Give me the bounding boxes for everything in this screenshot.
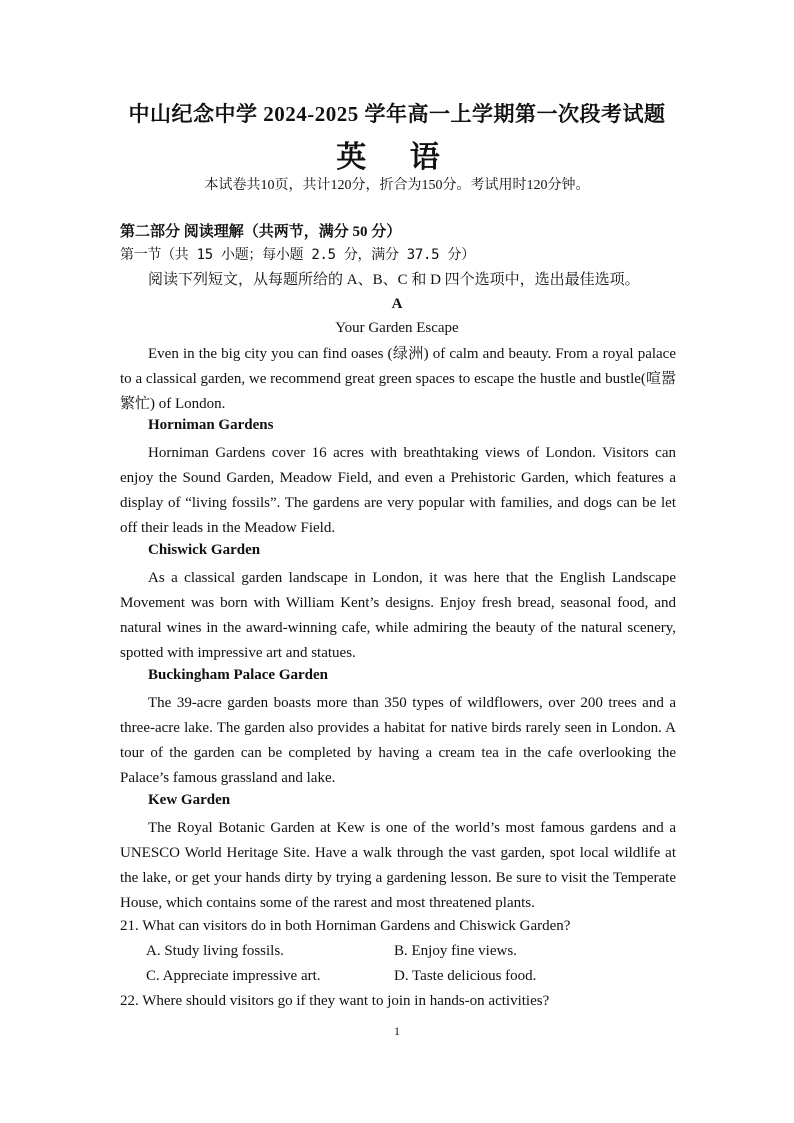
passage-title: Your Garden Escape bbox=[335, 320, 459, 336]
subject-title: 英 语 bbox=[336, 141, 458, 174]
garden-text-kew: The Royal Botanic Garden at Kew is one of the world’s most famous gardens and a UNESCO World Heritage Site. Have a walk through the vast garden, spot local wildlife at the lake, or get your hands dirty by trying a gardening lesson. Be sure to visit the Temperate House, which contains some of the rarest and most threatened plants. bbox=[120, 820, 676, 911]
garden-heading-chiswick: Chiswick Garden bbox=[148, 542, 261, 558]
question-21-option-b: B. Enjoy fine views. bbox=[394, 943, 517, 959]
part-heading: 第二部分 阅读理解（共两节，满分 50 分） bbox=[120, 224, 402, 240]
question-21-option-d: D. Taste delicious food. bbox=[394, 968, 537, 984]
page-number: 1 bbox=[394, 1024, 400, 1038]
instructions: 阅读下列短文，从每题所给的 A、B、C 和 D 四个选项中，选出最佳选项。 bbox=[148, 272, 640, 288]
passage-letter: A bbox=[391, 296, 403, 312]
garden-heading-horniman: Horniman Gardens bbox=[148, 417, 274, 433]
question-21-stem: 21. What can visitors do in both Horniman Gardens and Chiswick Garden? bbox=[120, 918, 571, 934]
garden-text-buckingham: The 39-acre garden boasts more than 350 types of wildflowers, over 200 trees and a three-acre lake. The garden also provides a habitat for native birds rarely seen in London. A tour of the garden can be completed by having a cream tea in the cafe overlooking the Palace’s famous grassland and lake. bbox=[120, 695, 676, 786]
garden-heading-kew: Kew Garden bbox=[148, 792, 231, 808]
passage-intro: Even in the big city you can find oases (绿洲) of calm and beauty. From a royal palace to a classical garden, we recommend great green spaces to escape the hustle and bustle(喧嚣繁忙) of London. bbox=[120, 346, 676, 412]
section-heading: 第一节（共 15 小题；每小题 2.5 分，满分 37.5 分） bbox=[120, 247, 475, 263]
garden-text-chiswick: As a classical garden landscape in London, it was here that the English Landscape Movement was born with William Kent’s designs. Enjoy fresh bread, seasonal food, and natural wines in the award-winning cafe, while admiring the beauty of the natural scenery, spotted with impressive art and statues. bbox=[120, 570, 676, 661]
exam-title: 中山纪念中学 2024-2025 学年高一上学期第一次段考试题 bbox=[128, 102, 666, 126]
garden-text-horniman: Horniman Gardens cover 16 acres with breathtaking views of London. Visitors can enjoy the Sound Garden, Meadow Field, and even a Prehistoric Garden, which features a display of “living fossils”. The gardens are very popular with families, and dogs can be let off their leads in the Meadow Field. bbox=[120, 445, 676, 536]
question-21-option-c: C. Appreciate impressive art. bbox=[146, 968, 321, 984]
garden-heading-buckingham: Buckingham Palace Garden bbox=[148, 667, 329, 683]
question-21-option-a: A. Study living fossils. bbox=[146, 943, 284, 959]
question-22-stem: 22. Where should visitors go if they want to join in hands-on activities? bbox=[120, 993, 550, 1009]
exam-info: 本试卷共10页，共计120分，折合为150分。考试用时120分钟。 bbox=[204, 178, 590, 193]
